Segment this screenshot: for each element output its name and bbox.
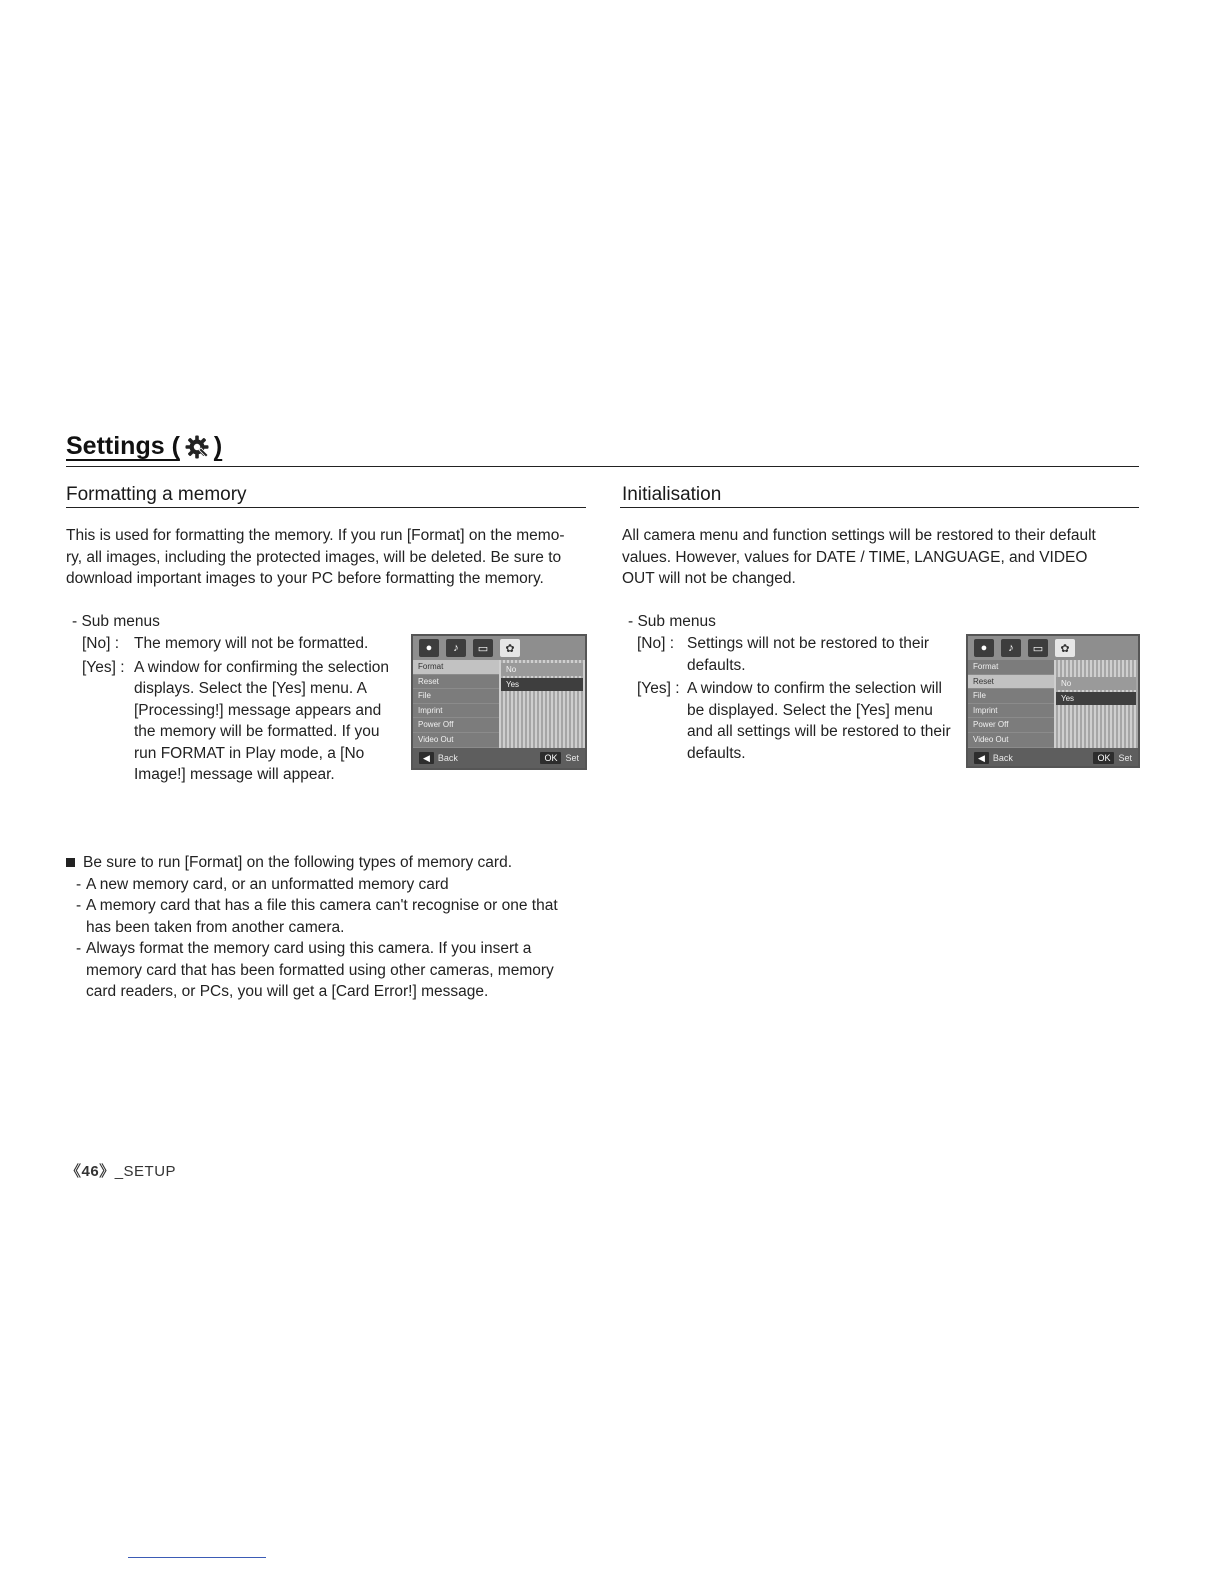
lcd-option: No — [501, 663, 583, 676]
lcd-menu — [968, 660, 1054, 748]
camera-icon: ● — [974, 639, 994, 657]
lcd-option: Yes — [501, 678, 583, 691]
lcd-menu-item: Power Off — [968, 718, 1054, 733]
lcd-back — [974, 753, 1013, 764]
paragraph-line: ry, all images, including the protected images, will be deleted. Be sure to — [66, 548, 562, 566]
sub-menu-list — [82, 633, 404, 786]
formatting-paragraph — [66, 525, 596, 590]
back-key-icon: ◀ — [974, 752, 989, 764]
dash: - — [76, 940, 82, 957]
formatting-rule — [66, 507, 586, 508]
page-footer — [66, 1160, 176, 1181]
bottom-accent-line — [128, 1557, 266, 1558]
initialisation-paragraph — [622, 525, 1142, 590]
note-item-text: A memory card that has a file this camera can't recognise or one that has been taken from another camera. — [86, 897, 558, 936]
sub-menu-yes — [82, 657, 404, 786]
lcd-back — [419, 753, 458, 764]
formatting-heading: Formatting a memory — [66, 484, 247, 505]
lcd-menu-item: Reset — [413, 675, 499, 690]
sound-icon: ♪ — [1001, 639, 1021, 657]
sub-menu-key: [No] : — [82, 635, 120, 652]
lcd-menu-item: Format — [413, 660, 499, 675]
bullet-square-icon — [66, 858, 75, 867]
ok-label: Set — [1118, 753, 1132, 763]
memory-card-note — [66, 852, 586, 1003]
lcd-option: Yes — [1056, 692, 1136, 705]
sub-menus-label: - Sub menus — [72, 613, 160, 630]
dash: - — [76, 875, 82, 893]
lcd-menu-item: Format — [968, 660, 1054, 675]
display-icon: ▭ — [1028, 639, 1048, 657]
sub-menu-text: A window for confirming the selection displays. Select the [Yes] menu. A [Processing!] message appears and the memory will be formatted. If you run FORMAT in Play mode, a [No Image!] message will appear. — [134, 658, 390, 783]
lcd-ok — [1093, 753, 1132, 763]
paragraph-line: OUT will not be changed. — [622, 570, 796, 587]
initialisation-heading: Initialisation — [622, 484, 722, 505]
paragraph-line: download important images to your PC before formatting the memory. — [66, 570, 544, 587]
lcd-menu — [413, 660, 499, 748]
back-key-icon: ◀ — [419, 752, 434, 764]
sub-menu-text: Settings will not be restored to their defaults. — [687, 635, 930, 674]
lcd-body — [413, 660, 585, 748]
page-number: 《46》 — [66, 1163, 115, 1180]
paragraph-line: This is used for formatting the memory. If you run [Format] on the memo- — [66, 527, 565, 544]
lcd-body — [968, 660, 1138, 748]
lcd-options — [1054, 660, 1138, 748]
title-rule — [66, 466, 1139, 467]
note-lead-text: Be sure to run [Format] on the following types of memory card. — [83, 854, 513, 871]
page-title-prefix: Settings ( — [66, 432, 180, 460]
lcd-menu-item: File — [413, 689, 499, 704]
lcd-menu-item: Video Out — [413, 733, 499, 748]
sub-menu-text: A window to confirm the selection will be displayed. Select the [Yes] menu and all settings will be restored to their defaults. — [687, 680, 951, 762]
ok-label: Set — [565, 753, 579, 763]
lcd-screenshot-reset — [966, 634, 1140, 768]
ok-key: OK — [540, 752, 561, 764]
sub-menu-key: [No] : — [637, 635, 675, 652]
paragraph-line: values. However, values for DATE / TIME, LANGUAGE, and VIDEO — [622, 548, 1088, 566]
lcd-ok — [540, 753, 579, 763]
page-title-suffix: ) — [213, 432, 223, 460]
lcd-menu-item: Imprint — [413, 704, 499, 719]
settings-gear-icon — [184, 434, 210, 460]
sub-menu-key: [Yes] : — [82, 658, 125, 676]
lcd-menu-item: Video Out — [968, 733, 1054, 748]
note-list — [66, 874, 586, 1003]
footer-section: _SETUP — [114, 1163, 177, 1180]
display-icon: ▭ — [473, 639, 493, 657]
sub-menu-text: The memory will not be formatted. — [134, 635, 369, 652]
note-item-text: A new memory card, or an unformatted memory card — [86, 875, 449, 893]
lcd-screenshot-format — [411, 634, 587, 770]
camera-icon: ● — [419, 639, 439, 657]
lcd-options — [499, 660, 585, 748]
note-item-text: Always format the memory card using this camera. If you insert a memory card that has been formatted using other cameras, memory card readers, or PCs, you will get a [Card Error!] message. — [86, 940, 554, 1000]
back-label: Back — [437, 752, 458, 763]
lcd-menu-item: Power Off — [413, 718, 499, 733]
lcd-tabs — [968, 636, 1138, 660]
back-label: Back — [992, 752, 1013, 763]
lcd-menu-item: Imprint — [968, 704, 1054, 719]
sub-menu-no — [637, 633, 959, 676]
note-item — [76, 938, 586, 1003]
lcd-footer — [968, 748, 1138, 768]
ok-key: OK — [1093, 752, 1114, 764]
sub-menu-no — [82, 633, 404, 655]
sub-menus-label: - Sub menus — [628, 613, 716, 630]
lcd-menu-item: File — [968, 689, 1054, 704]
sound-icon: ♪ — [446, 639, 466, 657]
lcd-tabs — [413, 636, 585, 660]
paragraph-line: All camera menu and function settings will be restored to their default — [622, 527, 1096, 544]
sub-menu-yes — [637, 678, 959, 764]
note-item — [76, 874, 586, 896]
lcd-menu-item: Reset — [968, 675, 1054, 690]
initialisation-rule — [620, 507, 1139, 508]
settings-gear-icon: ✿ — [500, 639, 520, 657]
sub-menu-list — [637, 633, 959, 764]
lcd-option: No — [1056, 677, 1136, 690]
page-title — [66, 432, 222, 461]
lcd-footer — [413, 748, 585, 768]
note-lead — [66, 852, 586, 874]
sub-menu-key: [Yes] : — [637, 680, 680, 697]
note-item — [76, 895, 586, 938]
settings-gear-icon: ✿ — [1055, 639, 1075, 657]
dash: - — [76, 897, 82, 914]
